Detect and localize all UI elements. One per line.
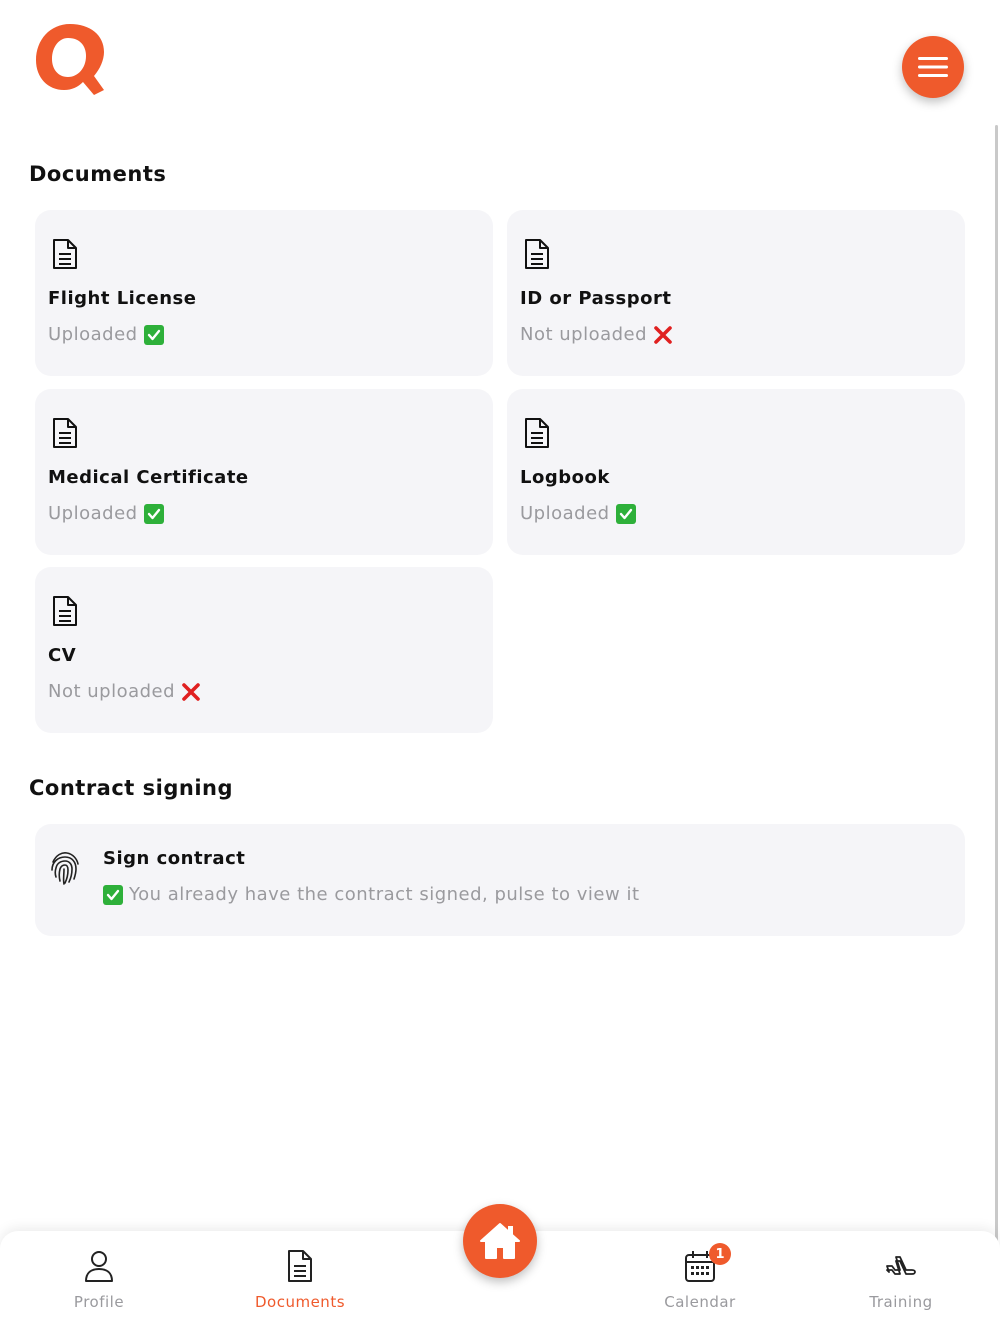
document-title: Medical Certificate [48,467,249,488]
contract-status [103,884,640,905]
home-button[interactable] [463,1204,537,1278]
nav-item-documents[interactable] [230,1249,370,1319]
nav-label-calendar: Calendar [664,1293,736,1311]
document-icon [523,238,551,270]
sign-contract-card[interactable] [35,824,965,936]
nav-item-training[interactable] [831,1249,971,1319]
contract-status-text: You already have the contract signed, pulse to view it [129,884,640,905]
document-icon [523,417,551,449]
nav-label-training: Training [869,1293,933,1311]
document-status [520,324,673,345]
documents-section-title: Documents [29,162,167,186]
document-title: Logbook [520,467,610,488]
hamburger-menu-icon [918,56,948,78]
q-logo-icon [32,20,108,100]
document-status-text: Not uploaded [520,324,648,345]
document-status-text: Not uploaded [48,681,176,702]
document-card-medical-certificate[interactable] [35,389,493,555]
document-status-text: Uploaded [520,503,610,524]
home-icon [478,1221,522,1261]
document-status [48,681,201,702]
nav-label-profile: Profile [73,1293,125,1311]
nav-item-calendar[interactable] [630,1246,770,1319]
document-card-flight-license[interactable] [35,210,493,376]
document-status [48,503,164,524]
document-status-text: Uploaded [48,324,138,345]
document-title: CV [48,645,77,666]
airplane-icon [884,1249,918,1283]
document-icon [51,238,79,270]
sign-contract-title: Sign contract [103,848,246,869]
document-status-text: Uploaded [48,503,138,524]
document-icon [51,417,79,449]
menu-button[interactable] [902,36,964,98]
nav-item-profile[interactable] [29,1249,169,1319]
red-cross-icon [181,682,201,702]
red-cross-icon [653,325,673,345]
document-card-cv[interactable] [35,567,493,733]
user-icon [82,1249,116,1283]
green-check-icon [103,885,123,905]
contract-section-title: Contract signing [29,776,234,800]
green-check-icon [616,504,636,524]
green-check-icon [144,325,164,345]
document-card-logbook[interactable] [507,389,965,555]
document-title: Flight License [48,288,197,309]
document-icon [51,595,79,627]
fingerprint-icon [49,850,81,886]
document-card-id-passport[interactable] [507,210,965,376]
calendar-badge: 1 [709,1243,731,1265]
document-icon [283,1249,317,1283]
document-status [48,324,164,345]
green-check-icon [144,504,164,524]
document-title: ID or Passport [520,288,672,309]
scrollbar[interactable] [995,125,998,1245]
document-status [520,503,636,524]
nav-label-documents: Documents [254,1293,346,1311]
